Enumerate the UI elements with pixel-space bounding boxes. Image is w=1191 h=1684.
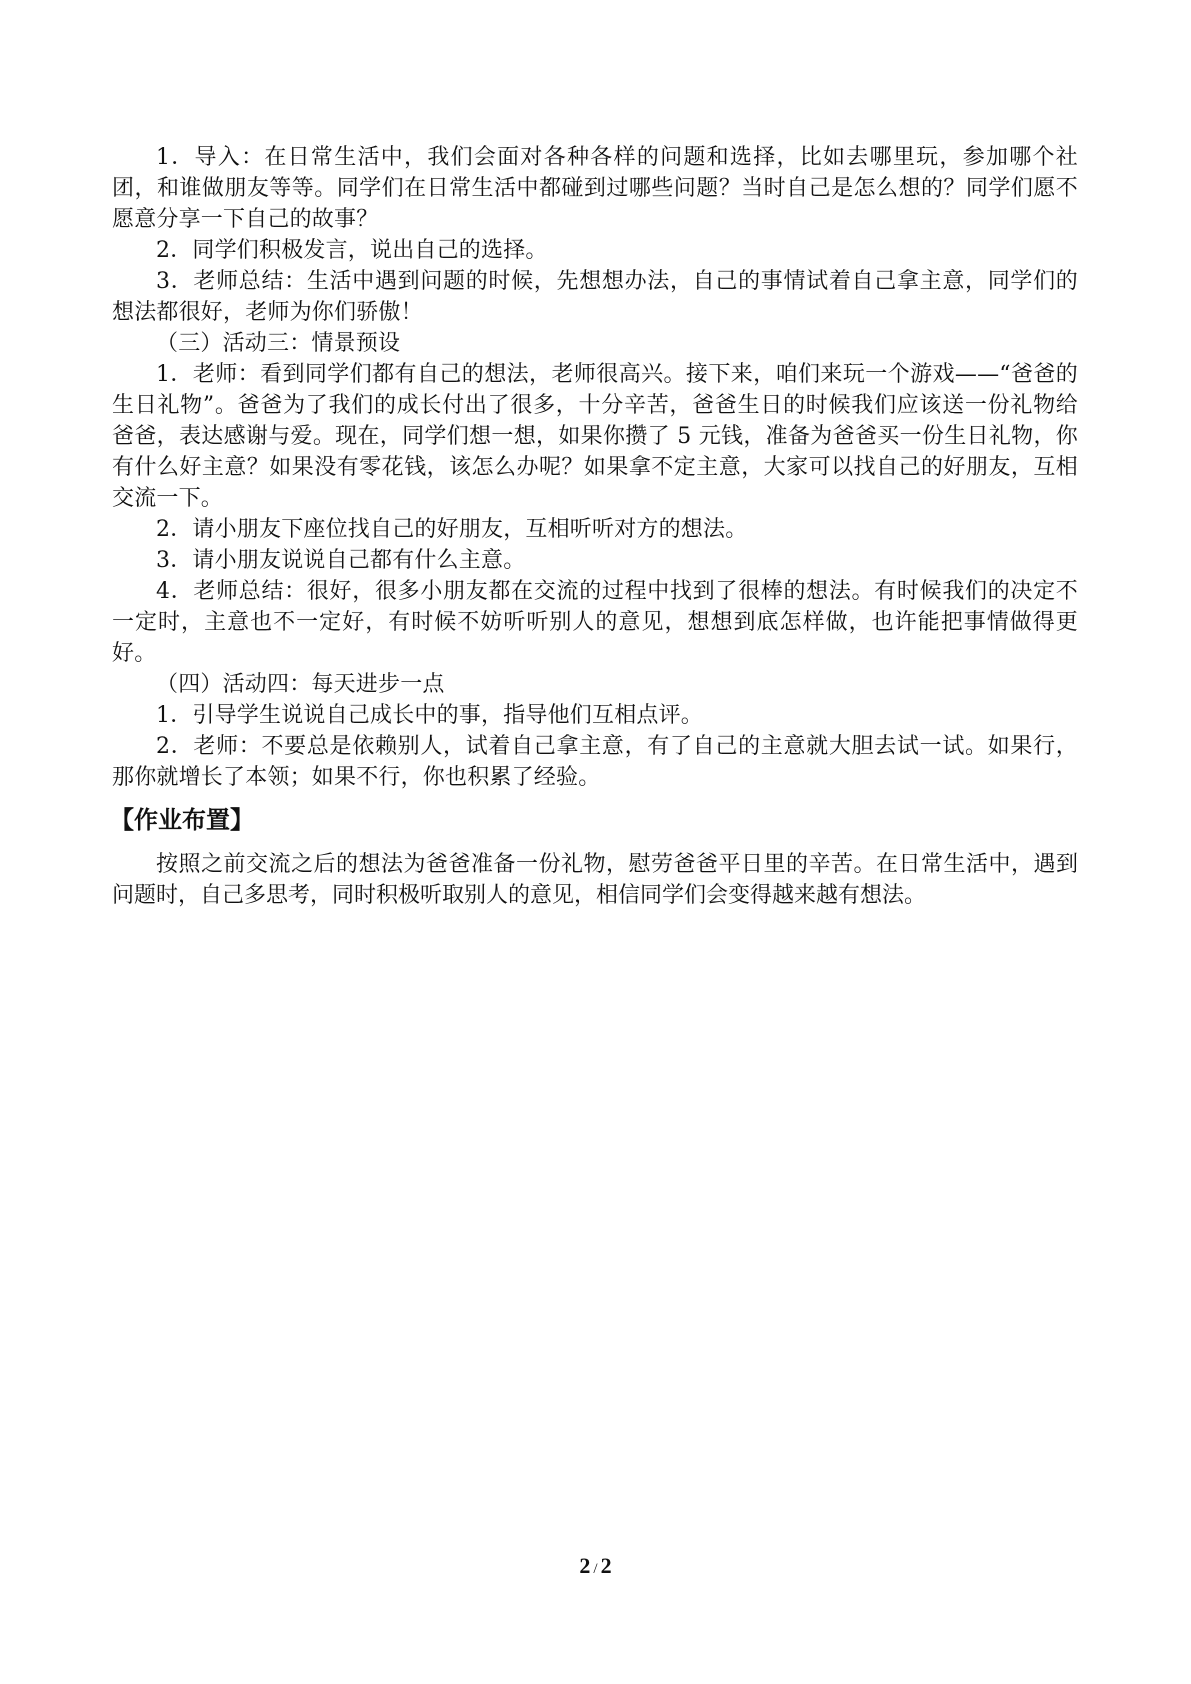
paragraph-find-friend: 2．请小朋友下座位找自己的好朋友，互相听听对方的想法。 (156, 517, 748, 542)
document-body (112, 142, 1078, 911)
activity-three-heading: （三）活动三：情景预设 (156, 331, 401, 356)
paragraph-share-ideas: 3．请小朋友说说自己都有什么主意。 (156, 548, 526, 573)
total-page-number: 2 (600, 1553, 612, 1578)
paragraph-teacher-summary-2: 4．老师总结：很好，很多小朋友都在交流的过程中找到了很棒的想法。有时候我们的决定不一定时，主意也不一定好，有时候不妨听听别人的意见，想想到底怎样做，也许能把事情做得更好。 (112, 579, 1078, 666)
page-separator: / (593, 1561, 598, 1577)
activity-four-heading: （四）活动四：每天进步一点 (156, 672, 445, 697)
paragraph-guide-review: 1．引导学生说说自己成长中的事，指导他们互相点评。 (156, 703, 703, 728)
homework-section-title: 【作业布置】 (110, 806, 254, 834)
homework-text: 按照之前交流之后的想法为爸爸准备一份礼物，慰劳爸爸平日里的辛苦。在日常生活中，遇到问题时，自己多思考，同时积极听取别人的意见，相信同学们会变得越来越有想法。 (112, 852, 1078, 908)
current-page-number: 2 (579, 1553, 591, 1578)
paragraph-students-speak: 2．同学们积极发言，说出自己的选择。 (156, 238, 548, 263)
page-number (0, 1553, 1191, 1579)
paragraph-teacher-advice: 2．老师：不要总是依赖别人，试着自己拿主意，有了自己的主意就大胆去试一试。如果行，那你就增长了本领；如果不行，你也积累了经验。 (112, 734, 1078, 790)
paragraph-intro: 1．导入：在日常生活中，我们会面对各种各样的问题和选择，比如去哪里玩，参加哪个社团，和谁做朋友等等。同学们在日常生活中都碰到过哪些问题？当时自己是怎么想的？同学们愿不愿意分享一下自己的故事？ (112, 145, 1078, 232)
paragraph-teacher-summary-1: 3．老师总结：生活中遇到问题的时候，先想想办法，自己的事情试着自己拿主意，同学们的想法都很好，老师为你们骄傲！ (112, 269, 1078, 325)
paragraph-birthday-game: 1．老师：看到同学们都有自己的想法，老师很高兴。接下来，咱们来玩一个游戏——“爸爸的生日礼物”。爸爸为了我们的成长付出了很多，十分辛苦，爸爸生日的时候我们应该送一份礼物给爸爸，表达感谢与爱。现在，同学们想一想，如果你攒了 5 元钱，准备为爸爸买一份生日礼物，你有什么好主意？如果没有零花钱，该怎么办呢？如果拿不定主意，大家可以找自己的好朋友，互相交流一下。 (112, 362, 1078, 511)
